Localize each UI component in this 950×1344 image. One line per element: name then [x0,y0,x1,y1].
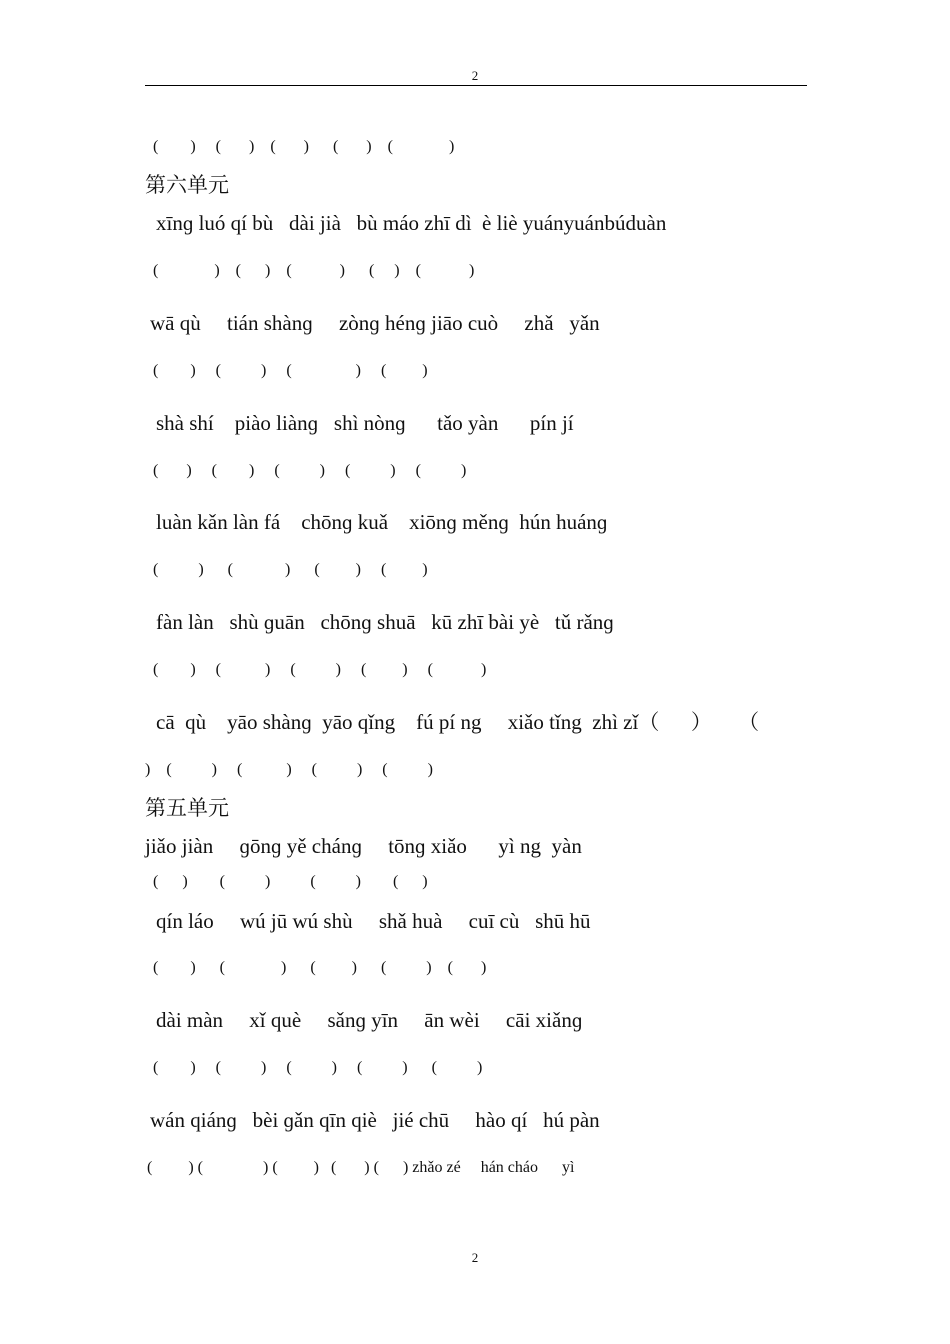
bracket-row: ( ) ( ) ( ) ( ) ( ) [153,959,487,976]
unit-heading-5: 第五单元 [145,796,229,820]
pinyin-row: luàn kǎn làn fá chōnɡ kuǎ xiōnɡ měnɡ hún huánɡ [156,510,608,534]
bracket-row: ( ) ( ) ( ) ( ) ( ) [153,1059,483,1076]
pinyin-row: shà shí piào liànɡ shì nònɡ tǎo yàn pín jí [156,411,574,435]
pinyin-row: dài màn xǐ què sǎnɡ yīn ān wèi cāi xiǎnɡ [156,1008,583,1032]
mixed-row: ( ) ( ) ( ) ( ) ( ) zhǎo zé hán cháo yì [147,1159,575,1176]
bracket-row: ) ( ) ( ) ( ) ( ) [145,761,433,778]
bracket-row: ( ) ( ) ( ) ( ) [153,362,428,379]
unit-heading-6: 第六单元 [145,173,229,197]
bracket-row: ( ) ( ) ( ) ( ) ( ) [153,262,475,279]
pinyin-row: jiǎo jiàn ɡōnɡ yě chánɡ tōnɡ xiǎo yì ng yàn [145,834,582,858]
pinyin-row: wā qù tián shànɡ zònɡ hénɡ jiāo cuò zhǎ yǎn [150,311,600,335]
bracket-row: ( ) ( ) ( ) ( ) ( ) [153,138,455,155]
bracket-row: ( ) ( ) ( ) ( ) [153,561,428,578]
pinyin-row: xīnɡ luó qí bù dài jià bù máo zhī dì è liè yuányuánbúduàn [156,211,667,235]
header-rule [145,85,807,86]
bracket-row: ( ) ( ) ( ) ( ) [153,873,428,890]
bracket-row: ( ) ( ) ( ) ( ) ( ) [153,661,487,678]
bracket-row: ( ) ( ) ( ) ( ) ( ) [153,462,467,479]
pinyin-row: wán qiánɡ bèi ɡǎn qīn qiè jié chū hào qí hú pàn [150,1108,600,1132]
header-page-number: 2 [471,68,479,83]
pinyin-row: fàn làn shù ɡuān chōnɡ shuā kū zhī bài yè tǔ rǎnɡ [156,610,614,634]
pinyin-row: cā qù yāo shànɡ yāo qǐng fú pí ng xiǎo tǐng zhì zǐ（ ） （ [156,710,760,734]
pinyin-row: qín láo wú jū wú shù shǎ huà cuī cù shū hū [156,909,591,933]
footer-page-number: 2 [471,1250,479,1265]
